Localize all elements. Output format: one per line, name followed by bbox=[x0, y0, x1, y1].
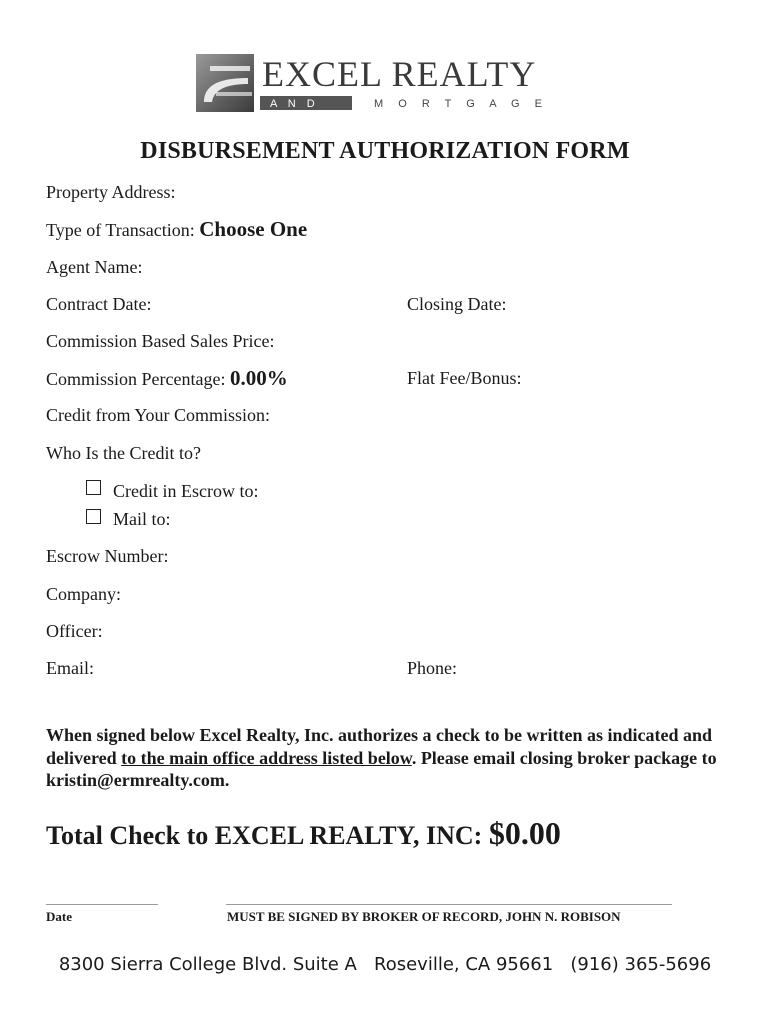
notice-text-part2: . Please email closing broker package to kristin@ermrealty.com. bbox=[46, 747, 717, 790]
notice-text-part1: When signed below Excel Realty, Inc. authorizes a check to be written as indicated and delivered bbox=[46, 725, 712, 768]
escrow-number-label: Escrow Number: bbox=[46, 546, 169, 566]
mail-to-checkbox[interactable] bbox=[86, 509, 101, 524]
agent-name-label: Agent Name: bbox=[46, 257, 143, 277]
company-label: Company: bbox=[46, 584, 121, 604]
broker-signature-label: MUST BE SIGNED BY BROKER OF RECORD, JOHN N. ROBISON bbox=[227, 909, 621, 924]
form-title: DISBURSEMENT AUTHORIZATION FORM bbox=[140, 138, 630, 164]
transaction-type-select[interactable]: Choose One bbox=[199, 217, 308, 241]
mail-to-label: Mail to: bbox=[113, 509, 171, 529]
logo-tagline-and: A N D bbox=[270, 98, 319, 110]
footer-address: 8300 Sierra College Blvd. Suite A Roseville, CA 95661 (916) 365-5696 bbox=[58, 954, 712, 975]
commission-percentage-value[interactable]: 0.00% bbox=[229, 366, 288, 390]
date-label: Date bbox=[46, 909, 72, 924]
transaction-type-label: Type of Transaction: bbox=[46, 220, 195, 240]
credit-escrow-checkbox[interactable] bbox=[86, 480, 101, 495]
contract-date-label: Contract Date: bbox=[46, 294, 152, 314]
broker-signature-line[interactable] bbox=[226, 904, 672, 905]
commission-percentage-row bbox=[46, 367, 288, 390]
commission-percentage-label: Commission Percentage: bbox=[46, 369, 226, 389]
property-address-label: Property Address: bbox=[46, 182, 176, 202]
logo-tagline-mortgage: M O R T G A G E bbox=[374, 98, 548, 110]
officer-label: Officer: bbox=[46, 621, 103, 641]
credit-escrow-label: Credit in Escrow to: bbox=[113, 481, 259, 501]
excel-realty-logo bbox=[196, 52, 576, 114]
transaction-type-row bbox=[46, 218, 307, 241]
total-check-row bbox=[46, 815, 561, 852]
credit-from-commission-label: Credit from Your Commission: bbox=[46, 405, 271, 425]
email-label: Email: bbox=[46, 658, 94, 678]
total-check-label: Total Check to EXCEL REALTY, INC: bbox=[46, 821, 483, 850]
closing-date-label: Closing Date: bbox=[407, 294, 507, 314]
flat-fee-label: Flat Fee/Bonus: bbox=[407, 368, 522, 388]
logo-wordmark: EXCEL REALTY bbox=[262, 54, 537, 94]
date-signature-line[interactable] bbox=[46, 904, 158, 905]
notice-underlined-text: to the main office address listed below bbox=[121, 747, 412, 768]
commission-sales-price-label: Commission Based Sales Price: bbox=[46, 331, 275, 351]
authorization-notice bbox=[46, 724, 736, 792]
credit-to-label: Who Is the Credit to? bbox=[46, 443, 201, 463]
phone-label: Phone: bbox=[407, 658, 458, 678]
total-check-amount: $0.00 bbox=[488, 815, 561, 851]
